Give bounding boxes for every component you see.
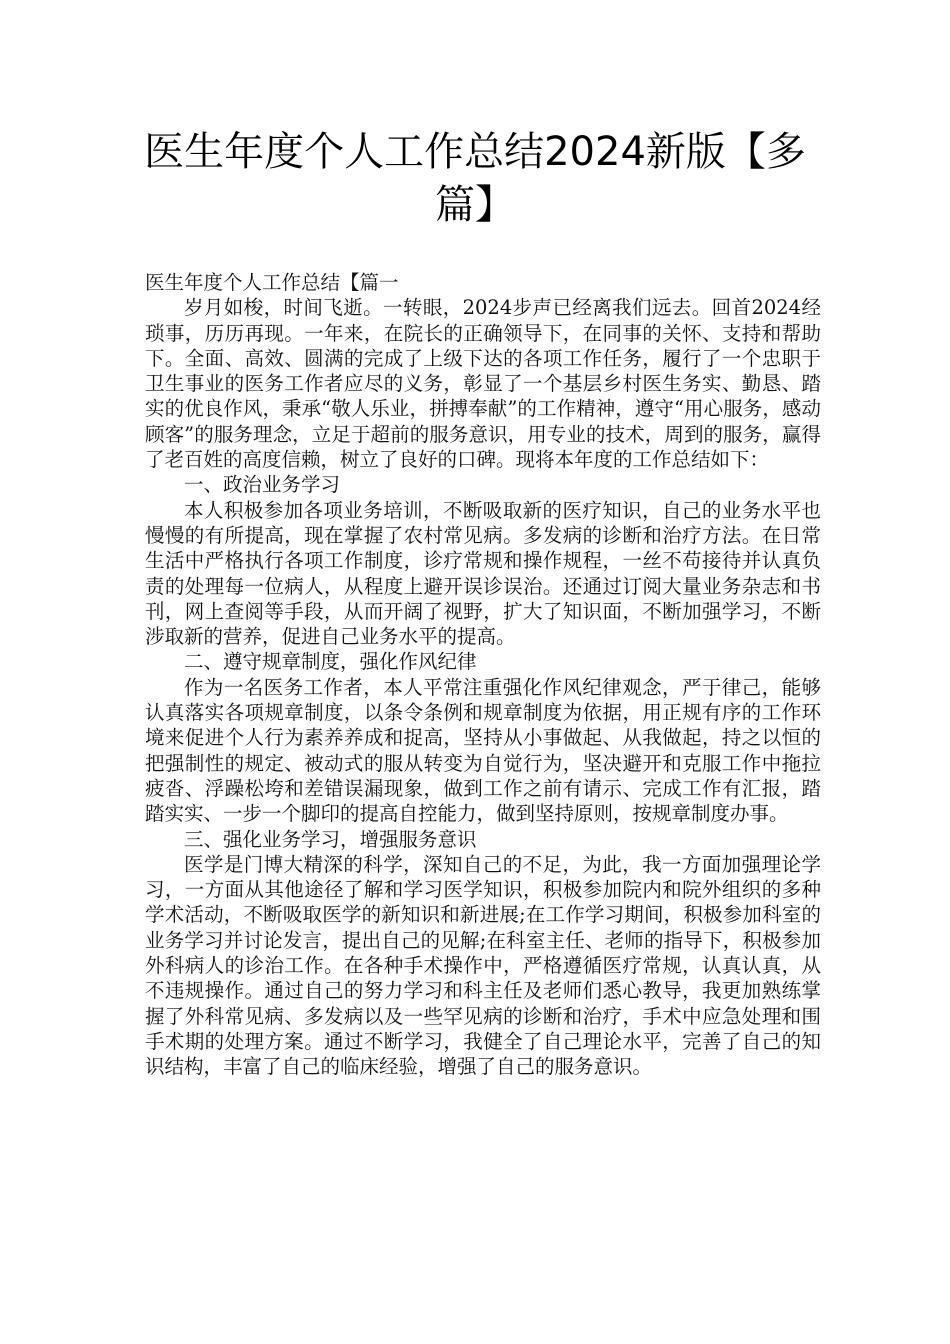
- section-subtitle: 医生年度个人工作总结【篇一: [145, 271, 399, 294]
- section-heading-1: 一、政治业务学习: [184, 473, 341, 497]
- section-heading-2: 二、遵守规章制度，强化作风纪律: [184, 650, 477, 674]
- section-heading-3: 三、强化业务学习，增强服务意识: [184, 827, 477, 851]
- paragraph-intro: 岁月如梭，时间飞逝。一转眼，2024步声已经离我们远去。回首2024经琐事，历历再现。一年来，在院长的正确领导下，在同事的关怀、支持和帮助下。全面、高效、圆满的完成了上级下达的各项工作任务，履行了一个忠职于卫生事业的医务工作者应尽的义务，彰显了一个基层乡村医生务实、勤恳、踏实的优良作风，秉承“敬人乐业，拼搏奉献”的工作精神，遵守“用心服务，感动顾客”的服务理念，立足于超前的服务意识，用专业的技术，周到的服务，赢得了老百姓的高度信赖，树立了良好的口碑。现将本年度的工作总结如下：: [145, 296, 821, 472]
- paragraph-section-2: 作为一名医务工作者，本人平常注重强化作风纪律观念，严于律己，能够认真落实各项规章制度，以条令条例和规章制度为依据，用正规有序的工作环境来促进个人行为素养养成和捉高，坚持从小事做起、从我做起，持之以恒的把强制性的规定、被动式的服从转变为自觉行为，坚决避开和克服工作中拖拉疲沓、浮躁松垮和差错误漏现象，做到工作之前有请示、完成工作有汇报，踏踏实实、一步一个脚印的提高自控能力，做到坚持原则，按规章制度办事。: [145, 675, 821, 826]
- paragraph-section-1: 本人积极参加各项业务培训，不断吸取新的医疗知识，自己的业务水平也慢慢的有所提高，现在掌握了农村常见病。多发病的诊断和治疗方法。在日常生活中严格执行各项工作制度，诊疗常规和操作规程，一丝不苟接待并认真负责的处理每一位病人，从程度上避开误诊误治。还通过订阅大量业务杂志和书刊，网上查阅等手段，从而开阔了视野，扩大了知识面，不断加强学习，不断涉取新的营养，促进自己业务水平的提高。: [145, 498, 821, 649]
- paragraph-section-3: 医学是门博大精深的科学，深知自己的不足，为此，我一方面加强理论学习，一方面从其他途径了解和学习医学知识，积极参加院内和院外组织的多种学术活动，不断吸取医学的新知识和新进展;在工作学习期间，积极参加科室的业务学习并讨论发言，提出自己的见解;在科室主任、老师的指导下，积极参加外科病人的诊治工作。在各种手术操作中，严格遵循医疗常规，认真认真，从不违规操作。通过自己的努力学习和科主任及老师们悉心教导，我更加熟练掌握了外科常见病、多发病以及一些罕见病的诊断和治疗，手术中应急处理和围手术期的处理方案。通过不断学习，我健全了自己理论水平，完善了自己的知识结构，丰富了自己的临床经验，增强了自己的服务意识。: [145, 852, 821, 1079]
- document-title: 医生年度个人工作总结2024新版【多篇】: [144, 129, 806, 228]
- document-body: [145, 270, 821, 1080]
